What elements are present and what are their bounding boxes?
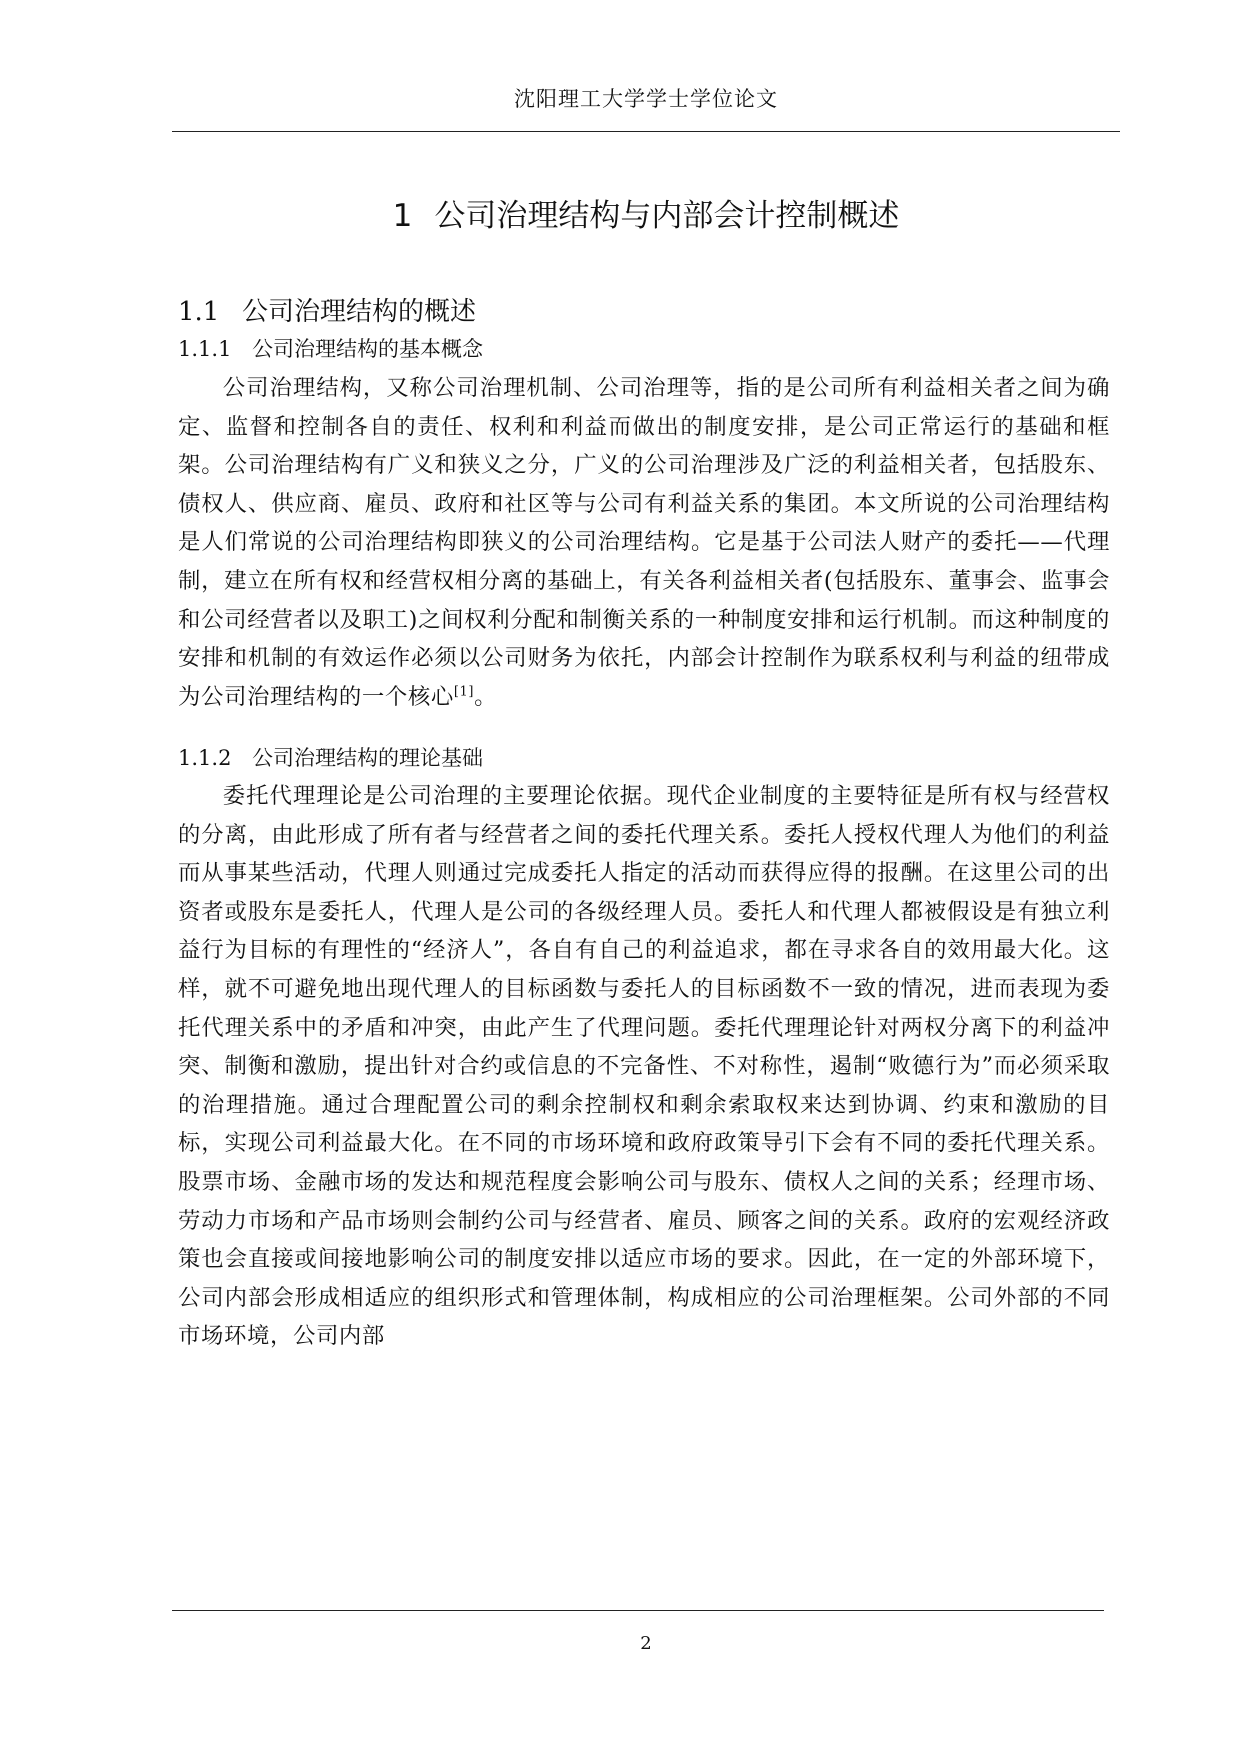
subsection-heading: 公司治理结构的理论基础: [252, 746, 483, 770]
page-number: 2: [640, 1633, 652, 1654]
subsection-title-2: [178, 742, 483, 774]
section-title: [178, 292, 476, 332]
subsection-heading: 公司治理结构的基本概念: [252, 337, 483, 361]
paragraph-text: 公司治理结构，又称公司治理机制、公司治理等，指的是公司所有利益相关者之间为确定、监督和控制各自的责任、权利和利益而做出的制度安排，是公司正常运行的基础和框架。公司治理结构有广义和狭义之分，广义的公司治理涉及广泛的利益相关者，包括股东、债权人、供应商、雇员、政府和社区等与公司有利益关系的集团。本文所说的公司治理结构是人们常说的公司治理结构即狭义的公司治理结构。它是基于公司法人财产的委托——代理制，建立在所有权和经营权相分离的基础上，有关各利益相关者(包括股东、董事会、监事会和公司经营者以及职工)之间权利分配和制衡关系的一种制度安排和运行机制。而这种制度的安排和机制的有效运作必须以公司财务为依托，内部会计控制作为联系权利与利益的纽带成为公司治理结构的一个核心: [178, 375, 1110, 710]
citation: [1]: [453, 684, 475, 700]
running-header: 沈阳理工大学学士学位论文: [514, 87, 778, 111]
paragraph-basic-concept: [178, 369, 1110, 716]
header-rule: [172, 131, 1120, 132]
footer-rule: [172, 1610, 1104, 1611]
chapter-number: 1: [392, 198, 413, 234]
paragraph-end: 。: [474, 683, 498, 710]
subsection-number: 1.1.1: [178, 337, 232, 361]
paragraph-theoretical-basis: [178, 777, 1110, 1356]
section-heading: 公司治理结构的概述: [242, 297, 477, 327]
subsection-title-1: [178, 333, 483, 365]
section-number: 1.1: [178, 297, 220, 327]
chapter-title: [172, 194, 1120, 238]
subsection-number: 1.1.2: [178, 746, 232, 770]
chapter-heading: 公司治理结构与内部会计控制概述: [434, 198, 900, 234]
paragraph-text: 委托代理理论是公司治理的主要理论依据。现代企业制度的主要特征是所有权与经营权的分离，由此形成了所有者与经营者之间的委托代理关系。委托人授权代理人为他们的利益而从事某些活动，代理人则通过完成委托人指定的活动而获得应得的报酬。在这里公司的出资者或股东是委托人，代理人是公司的各级经理人员。委托人和代理人都被假设是有独立利益行为目标的有理性的“经济人”，各自有自己的利益追求，都在寻求各自的效用最大化。这样，就不可避免地出现代理人的目标函数与委托人的目标函数不一致的情况，进而表现为委托代理关系中的矛盾和冲突，由此产生了代理问题。委托代理理论针对两权分离下的利益冲突、制衡和激励，提出针对合约或信息的不完备性、不对称性，遏制“败德行为”而必须采取的治理措施。通过合理配置公司的剩余控制权和剩余索取权来达到协调、约束和激励的目标，实现公司利益最大化。在不同的市场环境和政府政策导引下会有不同的委托代理关系。股票市场、金融市场的发达和规范程度会影响公司与股东、债权人之间的关系；经理市场、劳动力市场和产品市场则会制约公司与经营者、雇员、顾客之间的关系。政府的宏观经济政策也会直接或间接地影响公司的制度安排以适应市场的要求。因此，在一定的外部环境下，公司内部会形成相适应的组织形式和管理体制，构成相应的公司治理框架。公司外部的不同市场环境，公司内部: [178, 783, 1110, 1350]
